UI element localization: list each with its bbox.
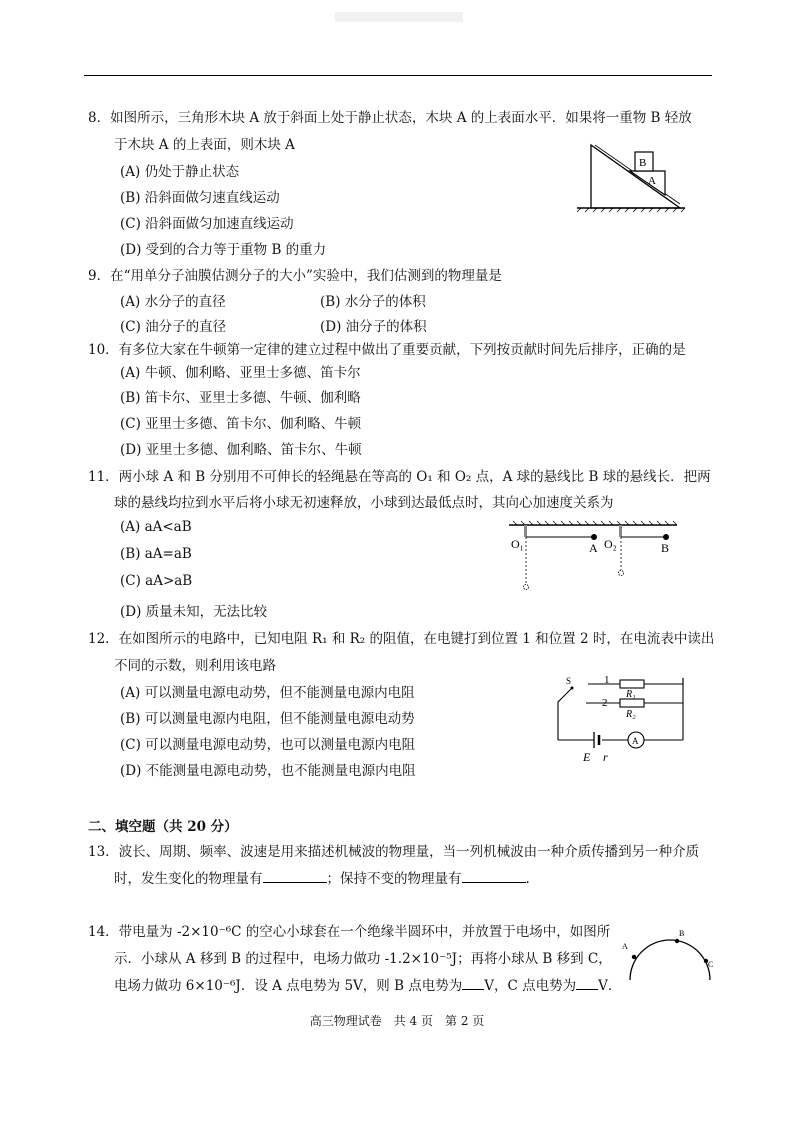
q11-option-a[interactable]: (A) aA<aB [120,519,192,535]
q11-label-b: B [661,541,670,555]
q11-ball-b [663,534,669,540]
q10-stem: 10．有多位大家在牛顿第一定律的建立过程中做出了重要贡献，下列按贡献时间先后排序，正确的是 [88,342,686,358]
q11-label-a: A [589,541,598,555]
q14-stem-line3 [114,974,621,994]
q13-text-b: ；保持不变的物理量有 [326,871,462,887]
q14-blank-b-potential[interactable] [462,977,484,990]
q13-text-a: 时，发生变化的物理量有 [114,871,263,887]
q10-option-d[interactable]: (D) 亚里士多德、伽利略、笛卡尔、牛顿 [120,442,362,458]
q13-stem-line1: 13．波长、周期、频率、波速是用来描述机械波的物理量，当一列机械波由一种介质传播到另一种介质 [88,844,700,860]
q12-label-2: 2 [602,697,608,709]
q9-option-a[interactable]: (A) 水分子的直径 [120,294,226,310]
q8-option-c[interactable]: (C) 沿斜面做匀加速直线运动 [120,216,294,232]
q9-stem: 9．在“用单分子油膜估测分子的大小”实验中，我们估测到的物理量是 [88,268,502,284]
q8-option-b[interactable]: (B) 沿斜面做匀速直线运动 [120,190,280,206]
q8-stem-line2: 于木块 A 的上表面，则木块 A [114,137,295,153]
q11-option-c[interactable]: (C) aA>aB [120,573,193,589]
q10-option-c[interactable]: (C) 亚里士多德、笛卡尔、伽利略、牛顿 [120,416,362,432]
q12-circuit-figure [548,668,693,768]
q11-stem-line2: 球的悬线均拉到水平后将小球无初速释放，小球到达最低点时，其向心加速度关系为 [114,495,614,511]
q14-label-a: A [622,942,628,951]
q12-label-s: S [566,676,572,686]
q12-stem-line1: 12．在如图所示的电路中，已知电阻 R₁ 和 R₂ 的阻值，在电键打到位置 1 和位置 2 时，在电流表中读出 [88,631,715,647]
q12-resistor-r2 [620,699,644,707]
q11-pendulum-figure [505,518,680,598]
q8-option-d[interactable]: (D) 受到的合力等于重物 B 的重力 [120,242,327,258]
page-footer: 高三物理试卷 共 4 页 第 2 页 [309,1014,485,1028]
q11-option-b[interactable]: (B) aA=aB [120,546,192,562]
q14-label-b: B [679,929,685,938]
q13-text-c: . [525,871,530,887]
q12-label-r: r [603,750,608,764]
q14-label-c: C [708,960,714,969]
q12-option-c[interactable]: (C) 可以测量电源电动势，也可以测量电源内电阻 [120,737,416,753]
q9-option-d[interactable]: (D) 油分子的体积 [320,319,427,335]
q14-point-a [632,955,636,959]
q12-label-r2: R₂ [626,709,636,720]
q11-ball-a [591,534,597,540]
header-rule [84,75,712,76]
q12-label-ammeter: A [632,736,639,746]
q12-option-a[interactable]: (A) 可以测量电源电动势，但不能测量电源内电阻 [120,685,415,701]
q8-incline-figure [575,140,690,215]
q8-label-a: A [648,175,656,187]
q14-text-b: V，C 点电势为 [484,978,577,994]
q8-label-b: B [639,157,647,169]
q12-label-1: 1 [604,674,610,686]
q9-option-c[interactable]: (C) 油分子的直径 [120,319,227,335]
header-mark [335,12,463,22]
q11-label-o1: O₁ [511,537,524,551]
q14-blank-c-potential[interactable] [576,977,598,990]
q11-stem-line1: 11．两小球 A 和 B 分别用不可伸长的轻绳悬在等高的 O₁ 和 O₂ 点，A 球的悬线比 B 球的悬线长．把两 [88,469,711,485]
q14-stem-line2: 示．小球从 A 移到 B 的过程中，电场力做功 -1.2×10⁻⁵J；再将小球从 B 移到 C， [114,951,612,967]
q13-stem-line2 [114,867,530,887]
q9-option-b[interactable]: (B) 水分子的体积 [320,294,426,310]
q14-stem-line1: 14．带电量为 -2×10⁻⁶C 的空心小球套在一个绝缘半圆环中，并放置于电场中，如图所 [88,924,611,940]
q14-point-b [675,939,679,943]
q8-stem-line1: 8．如图所示，三角形木块 A 放于斜面上处于静止状态，木块 A 的上表面水平．如果将一重物 B 轻放 [88,110,692,126]
q12-option-d[interactable]: (D) 不能测量电源电动势，也不能测量电源内电阻 [120,763,416,779]
q10-option-a[interactable]: (A) 牛顿、伽利略、亚里士多德、笛卡尔 [120,365,361,381]
q12-stem-line2: 不同的示数，则利用该电路 [114,658,276,674]
q10-option-b[interactable]: (B) 笛卡尔、亚里士多德、牛顿、伽利略 [120,390,361,406]
q14-semicircle-figure [620,922,720,984]
q11-label-o2: O₂ [604,537,617,551]
q14-text-c: V． [598,978,622,994]
q14-text-a: 电场力做功 6×10⁻⁶J．设 A 点电势为 5V，则 B 点电势为 [114,978,463,994]
q12-option-b[interactable]: (B) 可以测量电源内电阻，但不能测量电源电动势 [120,711,415,727]
q12-label-e: E [583,750,591,764]
q12-label-r1: R₁ [626,689,636,700]
section-fill-in-title: 二、填空题（共 20 分） [88,819,238,835]
q11-option-d[interactable]: (D) 质量未知，无法比较 [120,604,268,620]
q13-blank-unchanged[interactable] [462,870,526,883]
q8-option-a[interactable]: (A) 仍处于静止状态 [120,164,240,180]
q14-semicircle-ring [630,940,710,980]
q13-blank-changed[interactable] [263,870,327,883]
q12-switch [571,687,574,690]
q12-resistor-r1 [620,680,644,688]
